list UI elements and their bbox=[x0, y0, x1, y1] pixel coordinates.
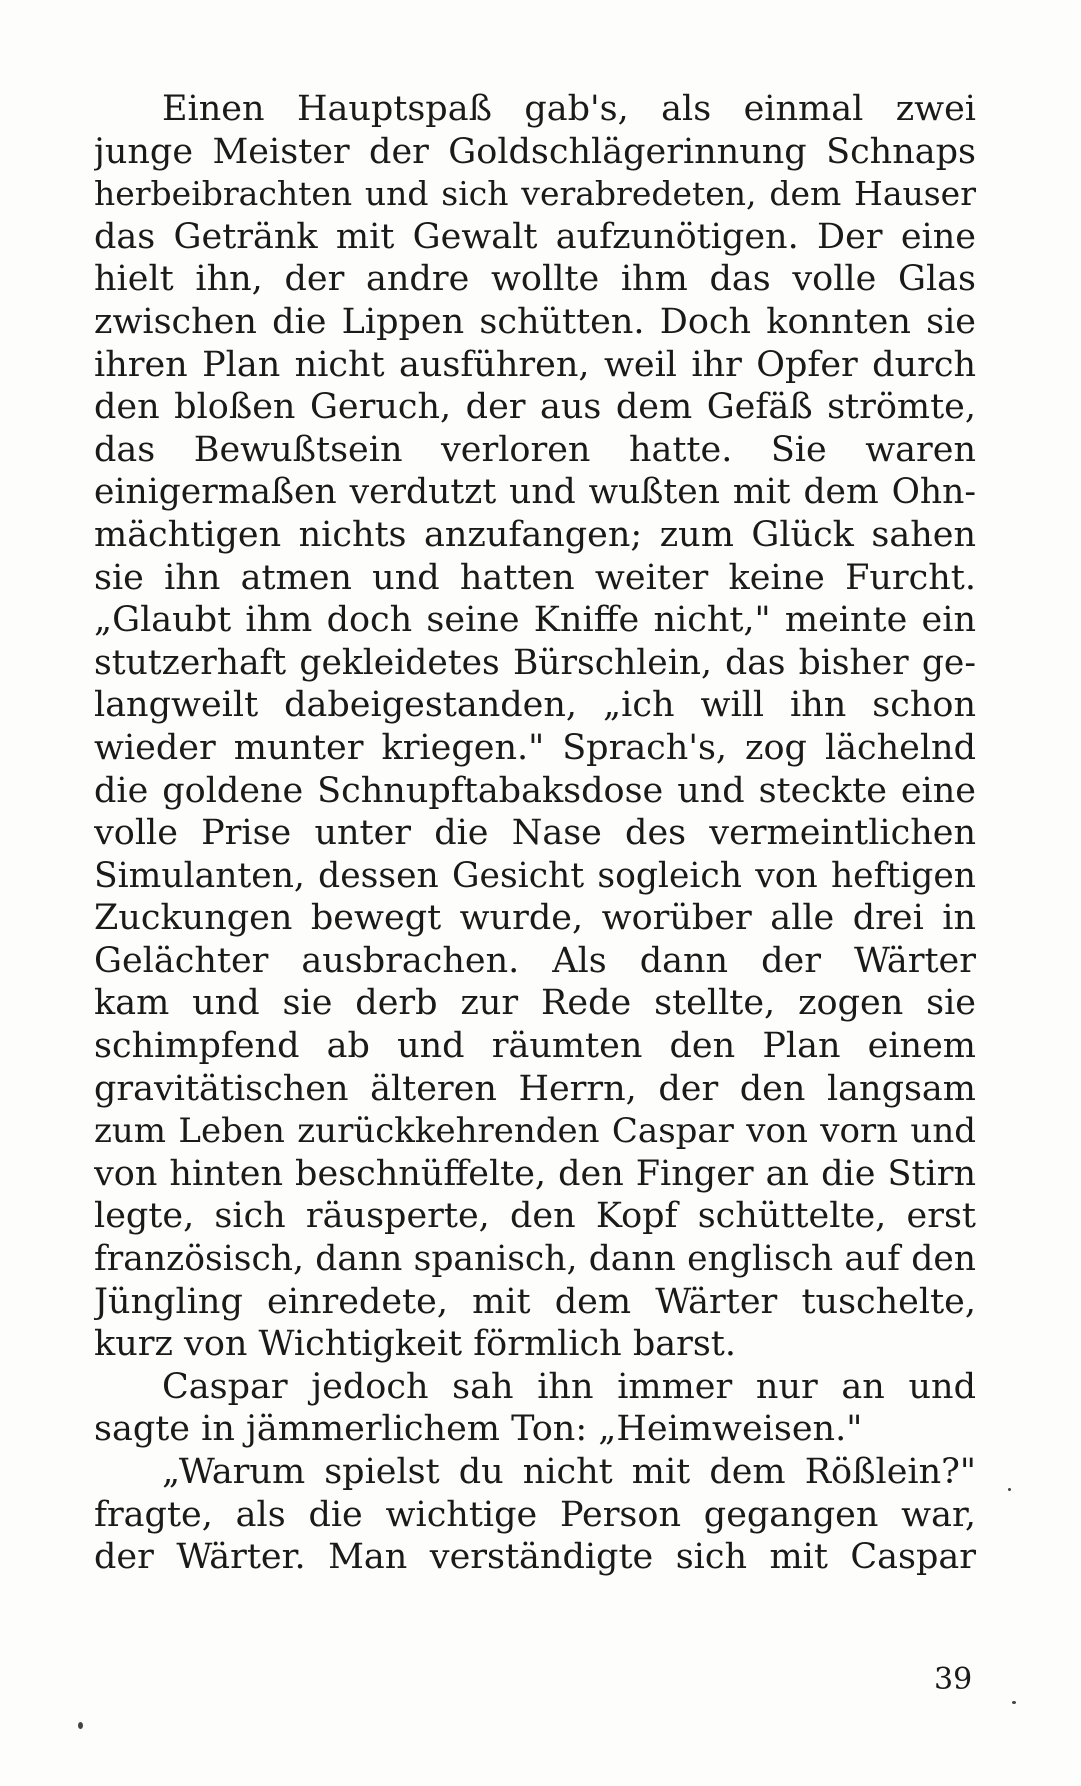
text-line: einigermaßen verdutzt und wußten mit dem Ohn- bbox=[94, 472, 976, 513]
text-line: Zuckungen bewegt wurde, worüber alle drei in bbox=[94, 898, 976, 939]
text-line: zwischen die Lippen schütten. Doch konnten sie bbox=[94, 301, 976, 342]
text-line: Gelächter ausbrachen. Als dann der Wärter bbox=[94, 940, 976, 981]
print-speck bbox=[1008, 1488, 1011, 1491]
body-text bbox=[94, 88, 976, 1579]
text-line: herbeibrachten und sich verabredeten, dem Hauser bbox=[94, 174, 976, 214]
text-line: „Warum spielst du nicht mit dem Rößlein?" bbox=[162, 1452, 976, 1492]
text-line: Simulanten, dessen Gesicht sogleich von heftigen bbox=[94, 855, 976, 896]
text-line: das Getränk mit Gewalt aufzunötigen. Der eine bbox=[94, 216, 976, 257]
text-line: das Bewußtsein verloren hatte. Sie waren bbox=[94, 429, 976, 470]
text-line: Einen Hauptspaß gab's, als einmal zwei bbox=[162, 89, 976, 129]
text-line: die goldene Schnupftabaksdose und steckte eine bbox=[94, 770, 976, 811]
text-line: legte, sich räusperte, den Kopf schüttelte, erst bbox=[94, 1196, 976, 1237]
text-line: französisch, dann spanisch, dann englisch auf den bbox=[94, 1239, 976, 1280]
print-speck bbox=[1012, 1701, 1016, 1704]
page-number: 39 bbox=[934, 1662, 973, 1697]
text-line: den bloßen Geruch, der aus dem Gefäß strömte, bbox=[94, 387, 976, 428]
text-line: kam und sie derb zur Rede stellte, zogen sie bbox=[94, 983, 976, 1024]
text-line: der Wärter. Man verständigte sich mit Caspar bbox=[94, 1537, 976, 1578]
text-line: sagte in jämmerlichem Ton: „Heimweisen." bbox=[94, 1409, 863, 1450]
text-line: von hinten beschnüffelte, den Finger an die Stirn bbox=[94, 1153, 976, 1194]
print-speck bbox=[78, 1722, 83, 1729]
text-line: zum Leben zurückkehrenden Caspar von vorn und bbox=[94, 1111, 976, 1152]
text-line: fragte, als die wichtige Person gegangen war, bbox=[94, 1494, 976, 1535]
text-line: Caspar jedoch sah ihn immer nur an und bbox=[162, 1366, 976, 1407]
text-line: „Glaubt ihm doch seine Kniffe nicht," meinte ein bbox=[94, 600, 976, 641]
text-line: wieder munter kriegen." Sprach's, zog lächelnd bbox=[94, 727, 976, 768]
text-line: Jüngling einredete, mit dem Wärter tuschelte, bbox=[94, 1281, 976, 1322]
text-line: kurz von Wichtigkeit förmlich barst. bbox=[94, 1324, 736, 1365]
text-line: sie ihn atmen und hatten weiter keine Furcht. bbox=[94, 557, 976, 598]
text-line: ihren Plan nicht ausführen, weil ihr Opfer durch bbox=[94, 344, 976, 385]
text-line: langweilt dabeigestanden, „ich will ihn schon bbox=[94, 685, 976, 726]
text-line: schimpfend ab und räumten den Plan einem bbox=[94, 1026, 976, 1067]
text-line: junge Meister der Goldschlägerinnung Schnaps bbox=[94, 131, 976, 172]
text-line: stutzerhaft gekleidetes Bürschlein, das bisher ge- bbox=[94, 642, 976, 683]
text-line: hielt ihn, der andre wollte ihm das volle Glas bbox=[94, 259, 976, 300]
text-line: volle Prise unter die Nase des vermeintlichen bbox=[94, 813, 976, 854]
text-line: gravitätischen älteren Herrn, der den langsam bbox=[94, 1068, 976, 1109]
text-line: mächtigen nichts anzufangen; zum Glück sahen bbox=[94, 514, 976, 555]
